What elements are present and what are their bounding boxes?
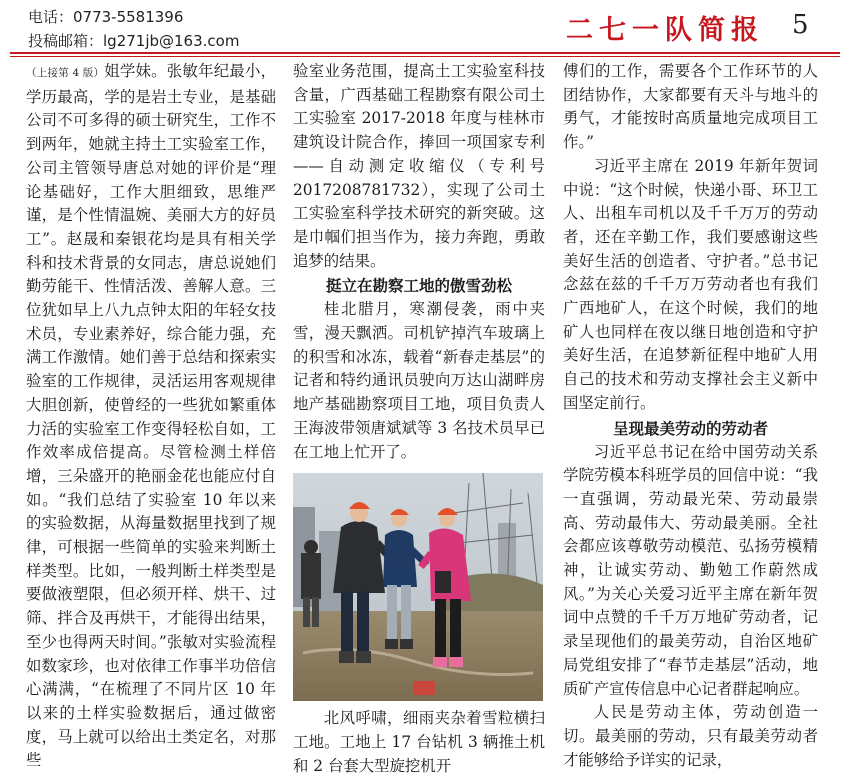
- article-column-1: [26, 60, 276, 770]
- column2-paragraph-2: 桂北腊月，寒潮侵袭，雨中夹雪，漫天飘洒。司机铲掉汽车玻璃上的积雪和冰冻，载着“新春走基层”的记者和特约通讯员驶向万达山湖畔房地产基础勘察项目工地，项目负责人王海波带领唐斌斌等 3 名技术员早已在工地上忙开了。: [293, 300, 545, 461]
- newspaper-title: 二七一队简报: [566, 15, 764, 46]
- article-column-3: [563, 60, 818, 769]
- page-header: [0, 0, 850, 52]
- column3-paragraph-3: 习近平总书记在给中国劳动关系学院劳模本科班学员的回信中说：“我一直强调，劳动最光荣、劳动最崇高、劳动最伟大、劳动最美丽。全社会都应该尊敬劳动模范、弘扬劳模精神，让诚实劳动、勤勉工作蔚然成风。”为关心关爱习近平主席在新年贺词中点赞的千千万万地矿劳动者，记录呈现他们的最美劳动，自治区地矿局党组安排了“春节走基层”活动，地质矿产宣传信息中心记者群起响应。: [563, 442, 818, 698]
- page-number: 5: [792, 10, 809, 40]
- header-divider: [10, 52, 840, 54]
- worksite-photo: [293, 473, 543, 701]
- article-column-2: [293, 60, 545, 775]
- column3-paragraph-2: 习近平主席在 2019 年新年贺词中说：“这个时候，快递小哥、环卫工人、出租车司机以及千千万万的劳动者，还在辛勤工作，我们要感谢这些美好生活的创造者、守护者。”总书记念兹在兹的千千万万劳动者也有我们广西地矿人，在这个时候，我们的地矿人也同样在夜以继日地创造和守护美好生活，在追梦新征程中地矿人用自己的技术和劳动支撑社会主义新中国坚定前行。: [563, 156, 818, 412]
- header-divider-thin: [10, 56, 840, 57]
- contact-phone: 电话：0773-5581396: [28, 8, 184, 26]
- column3-paragraph-4: 人民是劳动主体，劳动创造一切。最美丽的劳动，只有最美劳动者才能够给予详实的记录，: [563, 703, 818, 769]
- column1-text: 姐学妹。张敏年纪最小，学历最高，学的是岩土专业，是基础公司不可多得的硕士研究生，工作不到两年，她就主持土工实验室工作，公司主管领导唐总对她的评价是“理论基础好，工作大胆细致，思维严谨，是个性情温婉、美丽大方的好员工”。赵晟和秦银花均是具有相关学科和技术背景的女同志，唐总说她们勤劳能干、性情活泼、善解人意。三位犹如早上八九点钟太阳的年轻女技术员，专业素养好，综合能力强，充满工作激情。她们善于总结和探索实验室的工作规律，灵活运用客观规律大胆创新，使曾经的一些犹如繁重体力活的实验室工作变得轻松自如，工作效率成倍提高。尽管检测土样倍增，三朵盛开的艳丽金花也能应付自如。“我们总结了实验室 10 年以来的实验数据，从海量数据里找到了规律，可根据一些简单的实验来判断土样类型。比如，一般判断土样类型是要做液塑限，但必须开样、烘干、过筛、拌合及再烘干，才能得出结果，至少也得两天时间。”张敏对实验流程如数家珍，也对依律工作事半功倍信心满满，“在梳理了不同片区 10 年以来的土样实验数据后，通过做密度，马上就可以给出土类定名，对那些: [26, 62, 276, 770]
- continued-from-note: （上接第 4 版）: [26, 67, 105, 79]
- contact-email: 投稿邮箱：lg271jb@163.com: [28, 32, 240, 50]
- section-heading-workers: 呈现最美劳动的劳动者: [612, 419, 768, 438]
- column1-paragraph: [26, 60, 276, 773]
- column3-paragraph-1: 傅们的工作，需要各个工作环节的人团结协作，大家都要有天斗与地斗的勇气，才能按时高质量地完成项目工作。”: [563, 62, 818, 152]
- column2-paragraph-1: 验室业务范围，提高土工实验室科技含量，广西基础工程勘察有限公司土工实验室 2017-2018 年度与桂林市建筑设计院合作，捧回一项国家专利——自动测定收缩仪（专利号 2017208781732），实现了公司土工实验室科学技术研究的新突破。这是巾帼们担当作为，接力奔跑，勇敢追梦的结果。: [293, 62, 545, 270]
- column2-paragraph-3: 北风呼啸，细雨夹杂着雪粒横扫工地。工地上 17 台钻机 3 辆推土机和 2 台套大型旋挖机开: [293, 709, 545, 775]
- section-heading-worksite: 挺立在勘察工地的傲雪劲松: [325, 277, 512, 296]
